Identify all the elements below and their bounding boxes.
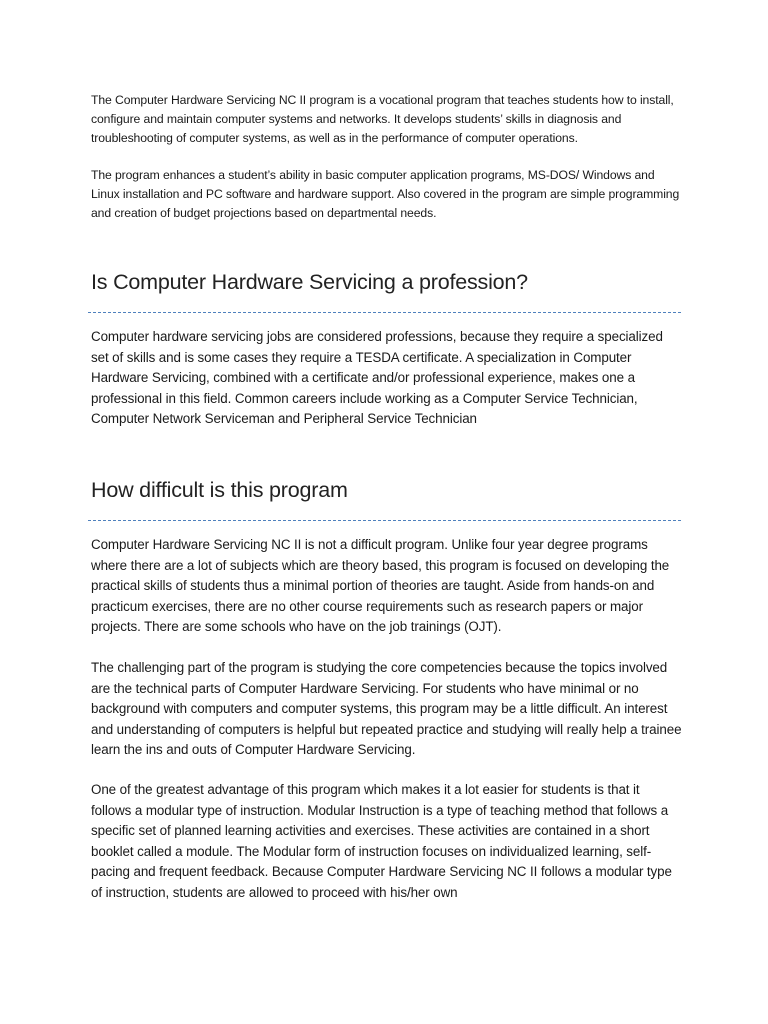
heading-divider bbox=[88, 520, 681, 521]
heading-difficulty: How difficult is this program bbox=[91, 478, 348, 502]
difficulty-paragraph-3: One of the greatest advantage of this program which makes it a lot easier for students is that it follows a modular type of instruction. Modular Instruction is a type of teaching method that follows a specific set of planned learning activities and exercises. These activities are contained in a short booklet called a module. The Modular form of instruction focuses on individualized learning, self-pacing and frequent feedback. Because Computer Hardware Servicing NC II follows a modular type of instruction, students are allowed to proceed with his/her own bbox=[91, 782, 672, 900]
intro-paragraph-2: The program enhances a student’s ability in basic computer application programs, MS-DOS/ Windows and Linux installation and PC software and hardware support. Also covered in the program are simple programming and creation of budget projections based on departmental needs. bbox=[91, 168, 680, 220]
heading-profession: Is Computer Hardware Servicing a profession? bbox=[91, 270, 528, 294]
profession-paragraph: Computer hardware servicing jobs are considered professions, because they require a specialized set of skills and is some cases they require a TESDA certificate. A specialization in Computer Hardware Servicing, combined with a certificate and/or professional experience, makes one a professional in this field. Common careers include working as a Computer Service Technician, Computer Network Serviceman and Peripheral Service Technician bbox=[91, 329, 663, 427]
difficulty-paragraph-2: The challenging part of the program is studying the core competencies because the topics involved are the technical parts of Computer Hardware Servicing. For students who have minimal or no background with computers and computer systems, this program may be a little difficult. An interest and understanding of computers is helpful but repeated practice and studying will really help a trainee learn the ins and outs of Computer Hardware Servicing. bbox=[91, 660, 682, 758]
intro-paragraph-1: The Computer Hardware Servicing NC II program is a vocational program that teaches students how to install, configure and maintain computer systems and networks. It develops students’ skills in diagnosis and troubleshooting of computer systems, as well as in the performance of computer operations. bbox=[91, 93, 674, 145]
difficulty-paragraph-1: Computer Hardware Servicing NC II is not a difficult program. Unlike four year degree programs where there are a lot of subjects which are theory based, this program is focused on developing the practical skills of students thus a minimal portion of theories are taught. Aside from hands-on and practicum exercises, there are no other course requirements such as research papers or major projects. There are some schools who have on the job trainings (OJT). bbox=[91, 537, 670, 635]
heading-divider bbox=[88, 312, 681, 313]
